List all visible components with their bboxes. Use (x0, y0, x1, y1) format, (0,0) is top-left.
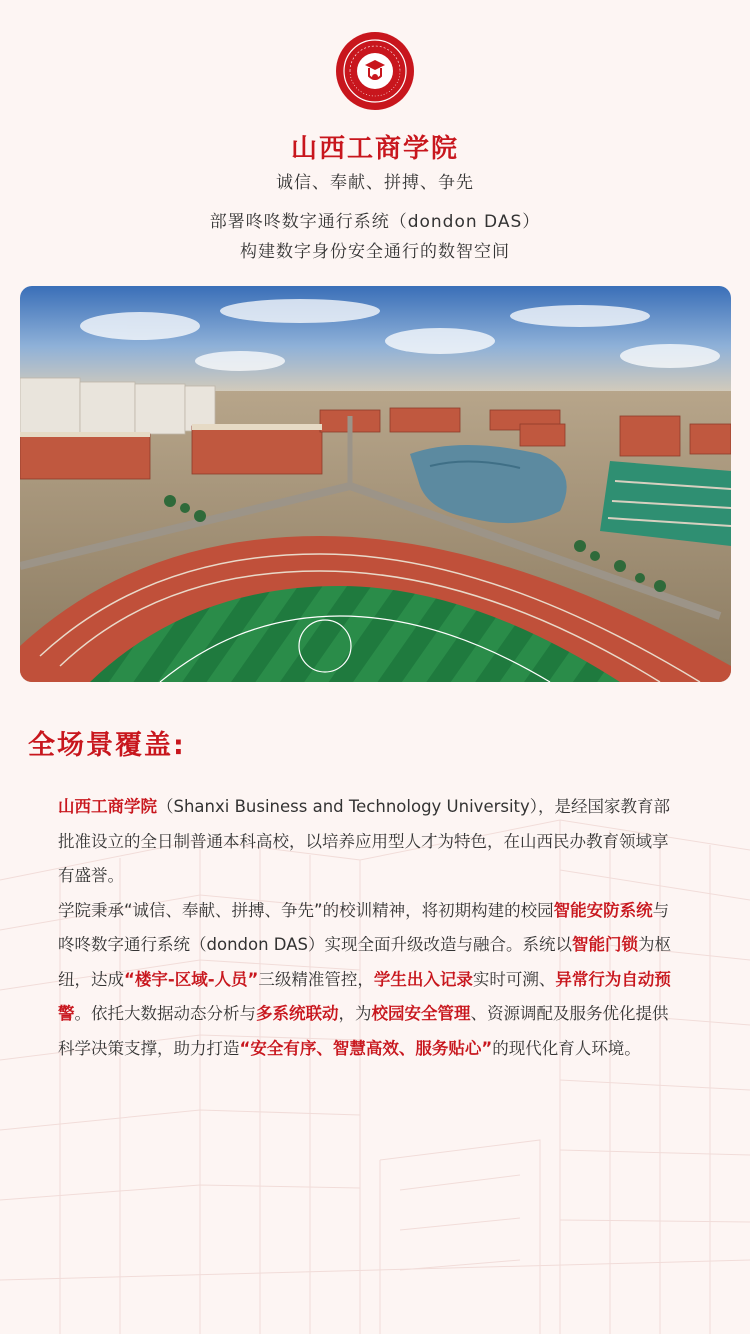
description-body (58, 790, 684, 1066)
school-english-name: （Shanxi Business and Technology University）， (157, 797, 555, 816)
highlight-segment: “安全有序、智慧高效、服务贴心” (239, 1038, 493, 1058)
section-heading: 全场景覆盖: (28, 730, 186, 761)
text-segment: 实时可溯、 (472, 969, 556, 989)
paragraph-system-intro (58, 894, 684, 1067)
school-title: 山西工商学院 (290, 134, 459, 164)
intro-line-1: 部署咚咚数字通行系统（dondon DAS） (209, 212, 541, 232)
emblem-graphic (336, 32, 414, 110)
text-segment: ，为 (338, 1004, 372, 1023)
paragraph-school-intro (58, 790, 684, 894)
school-intro-text: 是经国家教育部批准设立的全日制普通本科高校，以培养应用型人才为特色，在山西民办教育领域享有盛誉。 (58, 797, 671, 885)
intro-line-2: 构建数字身份安全通行的数智空间 (240, 242, 510, 262)
highlight-segment: “楼宇-区域-人员” (124, 969, 259, 989)
highlight-segment: 学生出入记录 (373, 969, 473, 989)
highlight-segment: 异常行为自动预警 (58, 969, 671, 1023)
text-segment: 、资源调配及服务优化提供科学决策支撑，助力打造 (58, 1004, 669, 1058)
school-motto: 诚信、奉献、拼搏、争先 (276, 173, 474, 193)
school-emblem (336, 32, 414, 110)
text-segment: 为枢纽，达成 (58, 935, 671, 989)
text-segment: 的现代化育人环境。 (492, 1038, 641, 1058)
text-segment: 学院秉承“诚信、奉献、拼搏、争先”的校训精神，将初期构建的校园 (58, 900, 554, 920)
text-segment: 与咚咚数字通行系统（dondon DAS）实现全面升级改造与融合。系统以 (58, 900, 670, 954)
text-segment: 。依托大数据动态分析与 (74, 1004, 256, 1023)
highlight-segment: 智能安防系统 (553, 900, 653, 920)
school-name-highlight: 山西工商学院 (58, 797, 157, 816)
text-segment: 三级精准管控， (258, 969, 374, 989)
campus-aerial-photo (20, 286, 731, 682)
highlight-segment: 校园安全管理 (371, 1004, 471, 1023)
highlight-segment: 智能门锁 (571, 935, 638, 954)
highlight-segment: 多系统联动 (256, 1004, 339, 1023)
